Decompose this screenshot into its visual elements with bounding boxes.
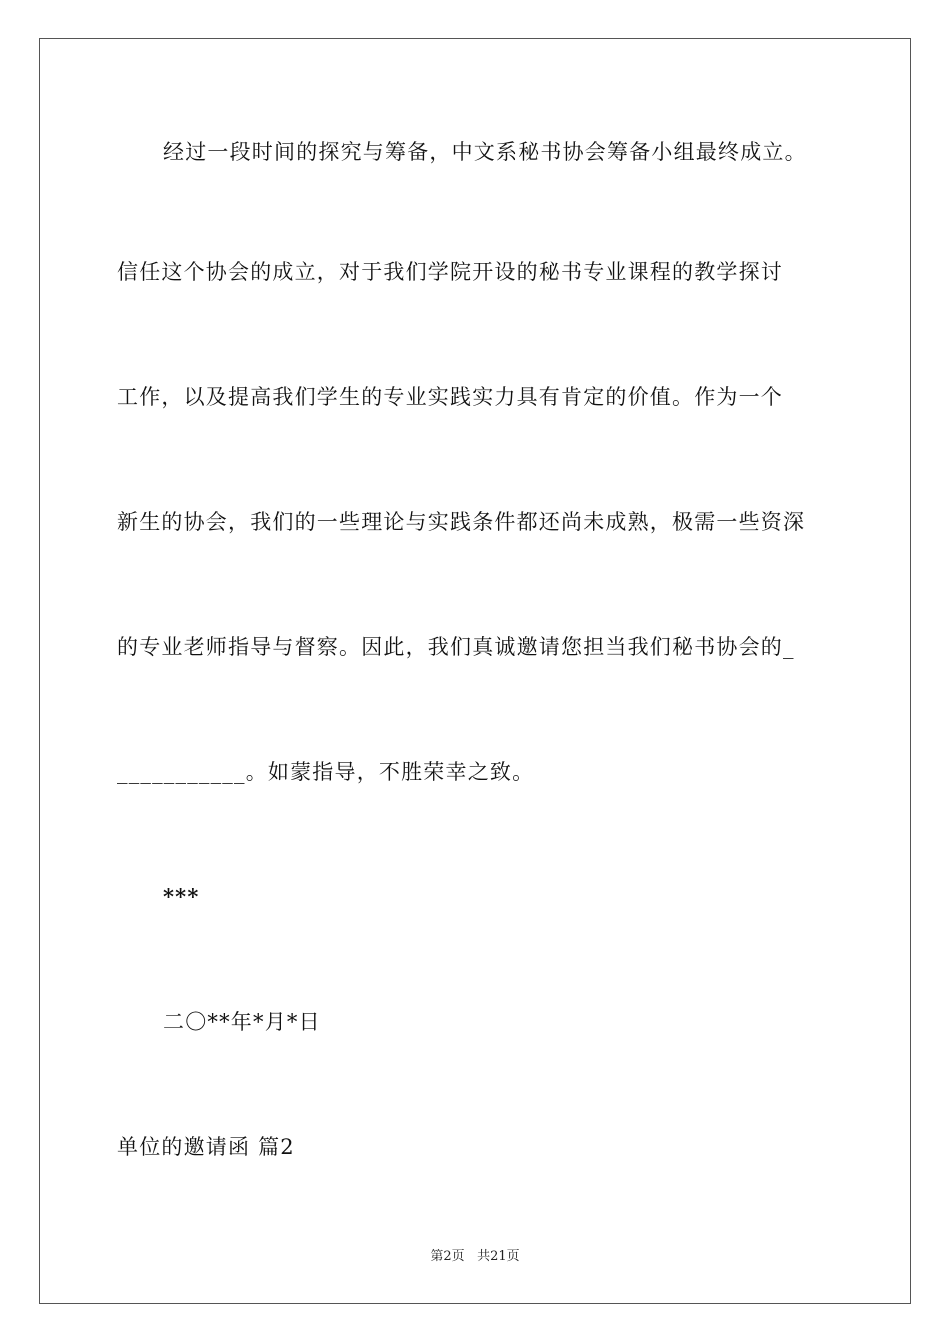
paragraph-line-6: ___________。如蒙指导，不胜荣幸之致。 bbox=[117, 760, 535, 784]
paragraph-line-4: 新生的协会，我们的一些理论与实践条件都还尚未成熟，极需一些资深 bbox=[117, 510, 806, 534]
section-heading: 单位的邀请函 篇2 bbox=[117, 1135, 295, 1159]
date-line: 二〇**年*月*日 bbox=[163, 1010, 321, 1034]
paragraph-line-2: 信任这个协会的成立，对于我们学院开设的秘书专业课程的教学探讨 bbox=[117, 260, 783, 284]
paragraph-line-5: 的专业老师指导与督察。因此，我们真诚邀请您担当我们秘书协会的_ bbox=[117, 635, 795, 659]
paragraph-line-1: 经过一段时间的探究与筹备，中文系秘书协会筹备小组最终成立。 bbox=[163, 140, 807, 164]
page-footer bbox=[0, 1249, 950, 1265]
paragraph-line-3: 工作，以及提高我们学生的专业实践实力具有肯定的价值。作为一个 bbox=[117, 385, 783, 409]
signature: *** bbox=[163, 884, 200, 909]
page-border bbox=[39, 38, 911, 1304]
page-number: 第2页 bbox=[430, 1249, 465, 1264]
page-total: 共21页 bbox=[477, 1249, 520, 1264]
